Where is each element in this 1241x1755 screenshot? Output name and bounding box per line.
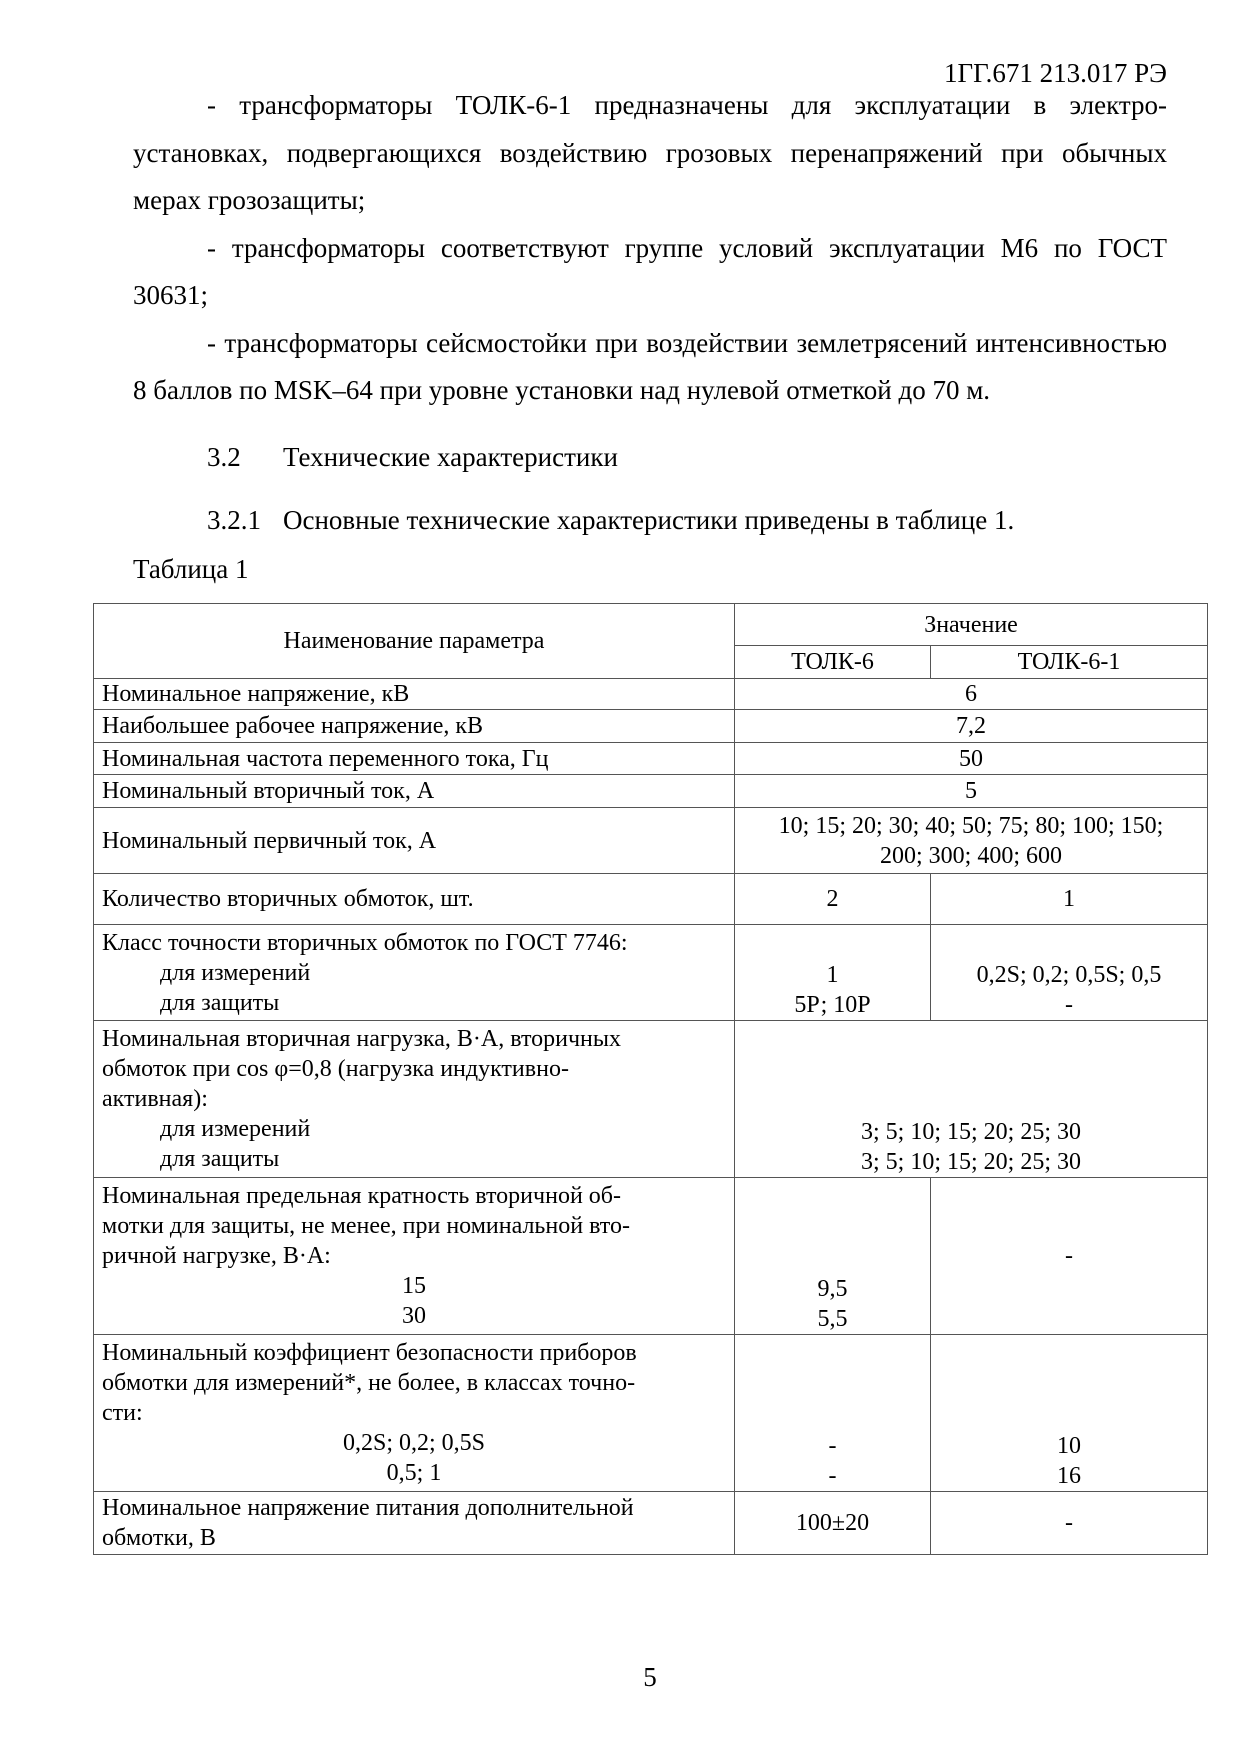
param-value: 5 [735,775,1208,808]
name-line: мотки для защиты, не менее, при номинальной вто- [102,1213,630,1239]
value-line: 3; 5; 10; 15; 20; 25; 30 [860,1119,1081,1145]
section-title: Основные технические характеристики приведены в таблице 1. [283,505,1015,535]
name-line: Номинальная вторичная нагрузка, В·А, вторичных [102,1026,621,1052]
table-row [94,808,1208,874]
sub-item: для измерений [160,959,311,986]
value-line: 10 [1057,1433,1081,1459]
name-line: обмоток при cos φ=0,8 (нагрузка индуктивно- [102,1056,569,1082]
value-line: 10; 15; 20; 30; 40; 50; 75; 80; 100; 150; [778,812,1164,839]
header-tolk-6-1: ТОЛК-6-1 [931,646,1208,679]
table-row [94,679,1208,710]
table-row [94,874,1208,925]
section-heading-3-2 [207,441,618,473]
value-line: - [1065,992,1073,1018]
table-row [94,1021,1208,1178]
intro-paragraphs [133,82,1167,415]
name-line: Класс точности вторичных обмоток по ГОСТ 7746: [102,929,628,956]
sub-item: для защиты [160,989,280,1016]
section-number: 3.2.1 [207,505,261,535]
sub-item: 30 [402,1303,426,1329]
param-name [94,1021,735,1178]
document-code: 1ГГ.671 213.017 РЭ [943,58,1167,88]
value-line: 5,5 [817,1306,848,1332]
name-line: Номинальная предельная кратность вторичной об- [102,1183,621,1209]
table-row [94,1492,1208,1555]
sub-item: для измерений [160,1116,311,1142]
value-line: 16 [1057,1463,1081,1489]
table-caption: Таблица 1 [133,554,249,584]
value-line: 9,5 [817,1276,848,1302]
param-name [94,1335,735,1492]
param-name [94,925,735,1021]
value-tolk-6-1 [931,925,1208,1021]
value-tolk-6: 100±20 [735,1492,931,1555]
paragraph-seismic: - трансформаторы сейсмостойки при воздействии землетрясений интенсивностью 8 баллов по MSK–64 при уровне установки над нулевой отметкой до 70 м. [133,327,1167,405]
value-tolk-6-1: - [931,1492,1208,1555]
name-line: Номинальный коэффициент безопасности приборов [102,1340,637,1366]
param-name [94,1492,735,1555]
section-heading-3-2-1 [207,504,1014,536]
name-line: активная): [102,1086,208,1112]
header-parameter-name: Наименование параметра [94,604,735,679]
table-row [94,925,1208,1021]
table-row [94,1335,1208,1492]
value-tolk-6 [735,1335,931,1492]
name-line: Номинальное напряжение питания дополнительной [102,1495,634,1521]
value-tolk-6-1: 1 [931,874,1208,925]
table-row [94,710,1208,743]
param-value [735,1021,1208,1178]
value-line: 200; 300; 400; 600 [879,842,1062,869]
param-name: Номинальное напряжение, кВ [94,679,735,710]
value-line: 5Р; 10Р [794,992,871,1018]
param-name: Номинальный первичный ток, А [94,808,735,874]
value-tolk-6 [735,1178,931,1335]
sub-item: 0,5; 1 [386,1460,442,1486]
header-tolk-6: ТОЛК-6 [735,646,931,679]
param-value: 7,2 [735,710,1208,743]
table-row [94,743,1208,775]
sub-item: 0,2S; 0,2; 0,5S [342,1430,486,1456]
value-tolk-6 [735,925,931,1021]
param-name: Наибольшее рабочее напряжение, кВ [94,710,735,743]
name-line: обмотки, В [102,1525,216,1551]
header-value: Значение [735,604,1208,646]
name-line: сти: [102,1400,143,1426]
param-value: 50 [735,743,1208,775]
param-name: Номинальный вторичный ток, А [94,775,735,808]
table-header-row [94,604,1208,646]
section-number: 3.2 [207,442,241,472]
value-line: 0,2S; 0,2; 0,5S; 0,5 [976,962,1162,988]
param-name: Количество вторичных обмоток, шт. [94,874,735,925]
name-line: ричной нагрузке, В·А: [102,1243,331,1269]
table-row [94,1178,1208,1335]
value-tolk-6: 2 [735,874,931,925]
value-line: - [828,1463,837,1489]
param-value [735,808,1208,874]
sub-item: 15 [402,1273,426,1299]
specifications-table [93,603,1208,1555]
value-line: 1 [826,962,839,988]
paragraph-operating-group: - трансформаторы соответствуют группе условий эксплуатации М6 по ГОСТ 30631; [133,232,1167,310]
param-value: 6 [735,679,1208,710]
param-name [94,1178,735,1335]
sub-item: для защиты [160,1146,280,1172]
paragraph-lightning: - трансформаторы ТОЛК-6-1 предназначены для эксплуатации в электроустановках, подвергающихся воздействию грозовых перенапряжений при обычных мерах грозозащиты; [133,90,1167,215]
param-name: Номинальная частота переменного тока, Гц [94,743,735,775]
section-title: Технические характеристики [283,442,618,472]
page-number: 5 [643,1662,657,1692]
name-line: обмотки для измерений*, не более, в классах точно- [102,1370,636,1396]
value-line: - [828,1433,837,1459]
value-tolk-6-1 [931,1335,1208,1492]
value-line: 3; 5; 10; 15; 20; 25; 30 [860,1149,1081,1175]
value-tolk-6-1: - [931,1178,1208,1335]
table-row [94,775,1208,808]
